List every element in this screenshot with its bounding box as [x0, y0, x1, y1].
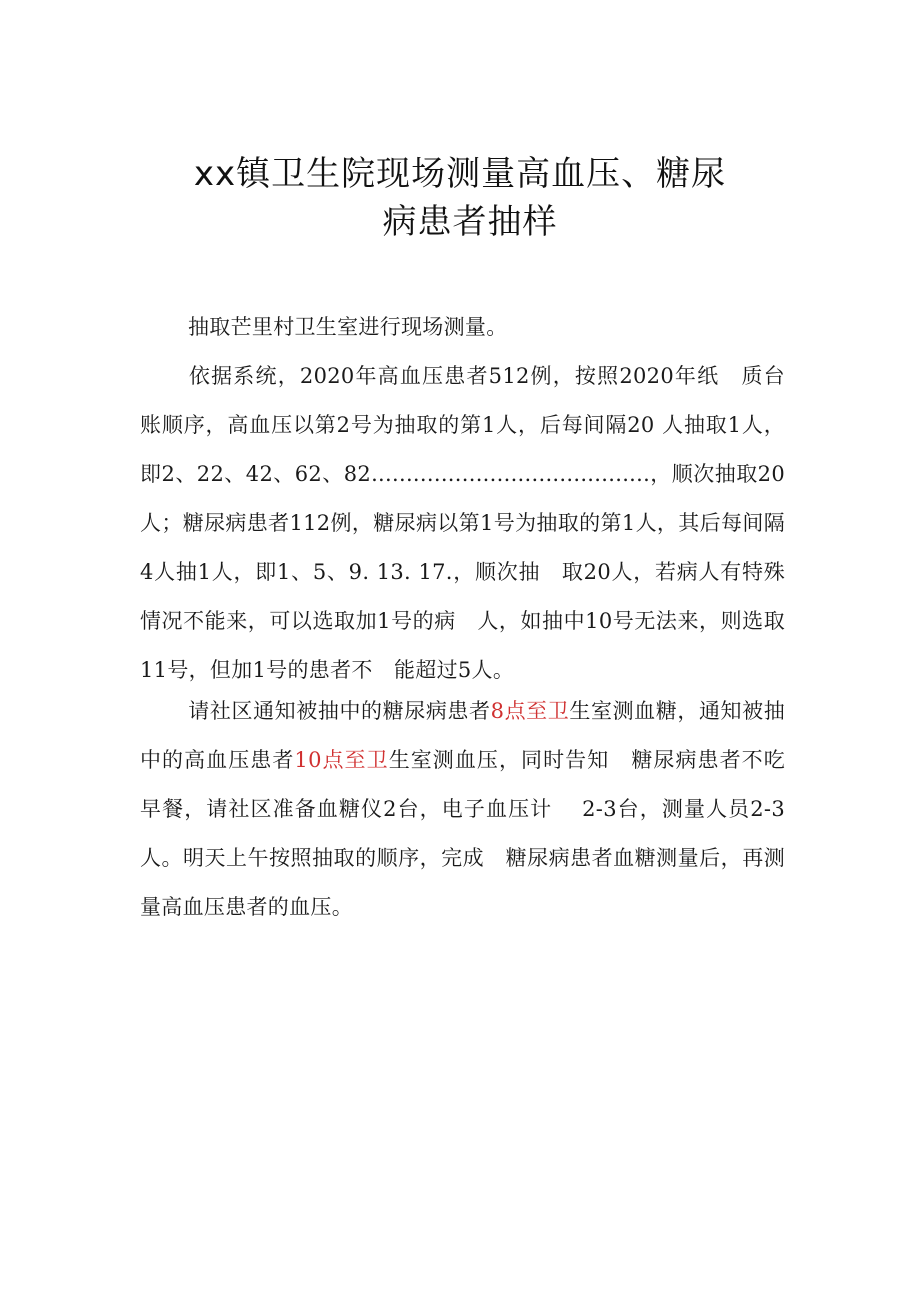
paragraph-notification [140, 687, 785, 932]
paragraph-text: 抽取芒里村卫生室进行现场测量。 [188, 315, 508, 339]
document-title [140, 150, 780, 246]
paragraph-text: 生室测血压，同时告知 糖尿病患者不吃早餐，请社区准备血糖仪2台，电子血压计 2-3台，测量人员2-3人。明天上午按照抽取的顺序，完成 糖尿病患者血糖测量后，再测量高血压患者的血压。 [140, 748, 785, 919]
highlight-time-pressure: 10点至卫 [294, 748, 389, 772]
paragraph-sampling-method [140, 352, 785, 695]
paragraph-text: 请社区通知被抽中的糖尿病患者 [188, 699, 491, 723]
title-line-1: xx镇卫生院现场测量高血压、糖尿 [193, 154, 727, 194]
paragraph-sampling-site [140, 303, 785, 352]
title-line-2: 病患者抽样 [382, 202, 558, 242]
paragraph-text: 生室测血糖，通知被抽中的高血压患者 [140, 699, 786, 772]
highlight-time-glucose: 8点至卫 [490, 699, 570, 723]
paragraph-text: 依据系统，2020年高血压患者512例，按照2020年纸 质台账顺序，高血压以第2号为抽取的第1人，后每间隔20 人抽取1人，即2、22、42、62、82........................................，顺次抽取20人；糖尿病患者112例，糖尿病以第1号为抽取的第1人，其后每间隔4人抽1人，即1、5、9. 13. 17.，顺次抽 取20人，若病人有特殊情况不能来，可以选取加1号的病 人，如抽中10号无法来，则选取11号，但加1号的患者不 能超过5人。 [140, 364, 785, 682]
